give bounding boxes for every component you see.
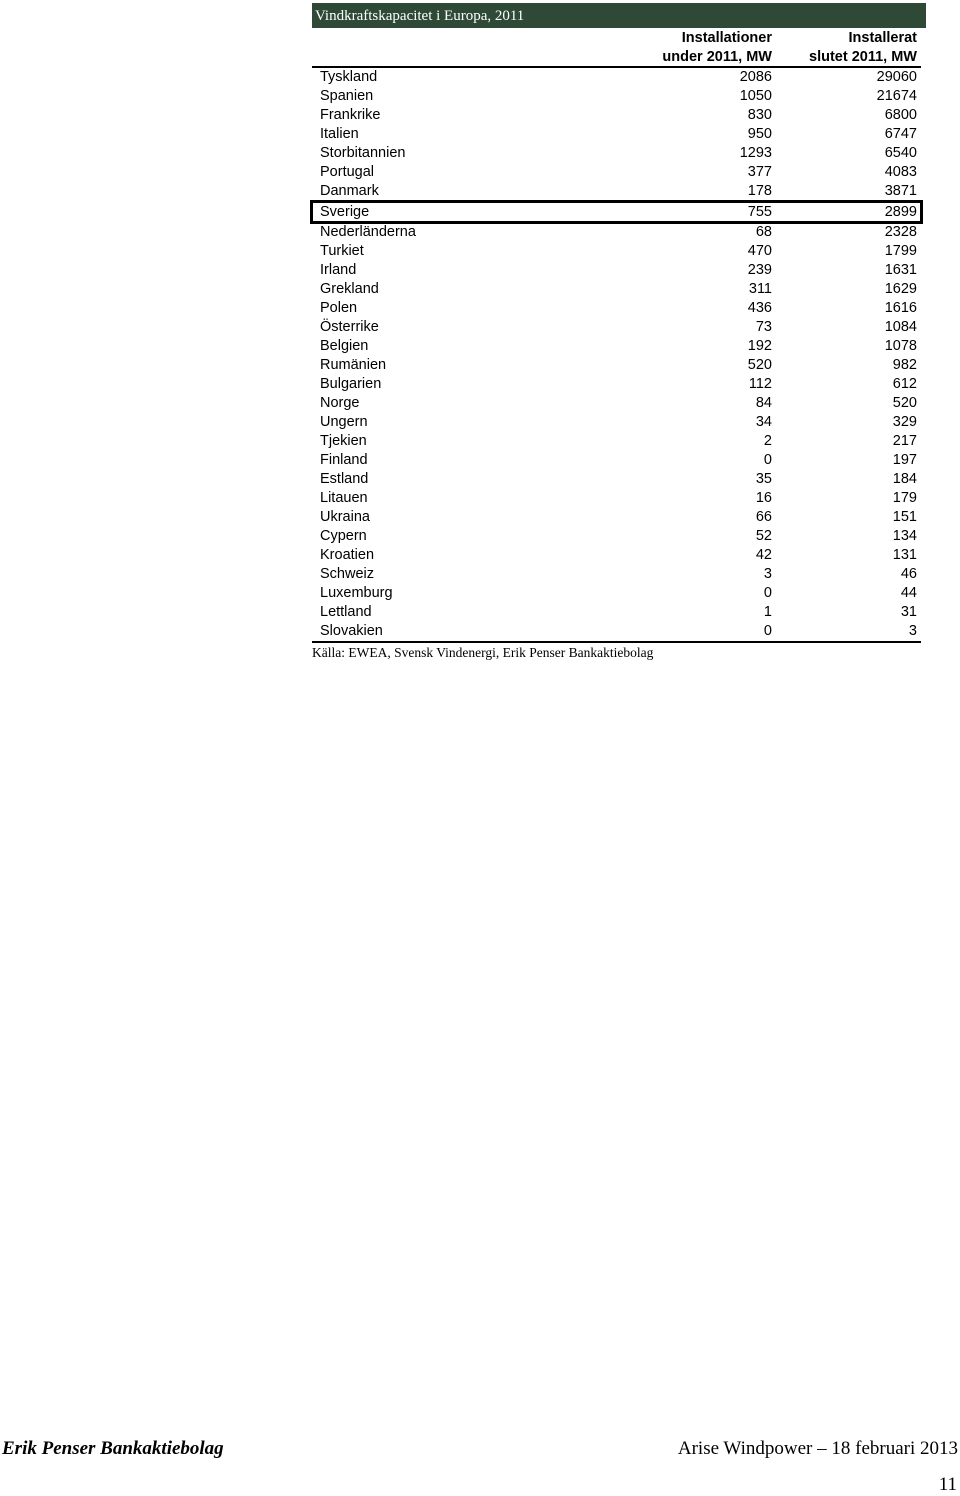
footer-report: Arise Windpower – 18 februari 2013 xyxy=(677,1438,958,1459)
installed-2011-cell: 1050 xyxy=(739,88,772,104)
installed-2011-cell: 0 xyxy=(763,623,772,639)
country-cell: Nederländerna xyxy=(320,224,416,240)
installed-2011-cell: 16 xyxy=(755,490,772,506)
table-row xyxy=(312,413,921,432)
total-2011-cell: 197 xyxy=(892,452,917,468)
installed-2011-cell: 68 xyxy=(755,224,772,240)
country-cell: Belgien xyxy=(320,338,369,354)
footer-company: Erik Penser Bankaktiebolag xyxy=(2,1438,224,1459)
country-cell: Bulgarien xyxy=(320,376,382,392)
table-row xyxy=(312,106,921,125)
installed-2011-cell: 436 xyxy=(747,300,772,316)
installed-2011-cell: 112 xyxy=(748,376,772,392)
table-row xyxy=(312,508,921,527)
country-cell: Lettland xyxy=(320,604,372,620)
total-2011-cell: 179 xyxy=(892,490,917,506)
total-2011-cell: 1084 xyxy=(884,319,917,335)
installed-2011-cell: 42 xyxy=(755,547,772,563)
country-cell: Irland xyxy=(320,262,357,278)
total-2011-cell: 982 xyxy=(892,357,917,373)
total-2011-cell: 46 xyxy=(900,566,917,582)
table-row xyxy=(312,87,921,106)
country-cell: Storbitannien xyxy=(320,145,406,161)
country-cell: Finland xyxy=(320,452,368,468)
installed-2011-cell: 377 xyxy=(747,164,772,180)
wind-capacity-table xyxy=(312,3,926,661)
country-cell: Ukraina xyxy=(320,509,370,525)
table-row xyxy=(312,603,921,622)
table-row xyxy=(312,565,921,584)
total-2011-cell: 520 xyxy=(892,395,917,411)
total-2011-cell: 1629 xyxy=(884,281,917,297)
country-cell: Turkiet xyxy=(320,243,364,259)
total-2011-cell: 1631 xyxy=(884,262,917,278)
table-header xyxy=(312,28,921,68)
table-row xyxy=(312,163,921,182)
country-cell: Slovakien xyxy=(320,623,383,639)
table-row xyxy=(312,622,921,641)
table-row xyxy=(312,546,921,565)
installed-2011-cell: 1 xyxy=(763,604,772,620)
country-cell: Tyskland xyxy=(320,69,378,85)
installed-2011-cell: 34 xyxy=(755,414,772,430)
country-cell: Rumänien xyxy=(320,357,387,373)
table-bottom-rule xyxy=(312,641,921,643)
page-number: 11 xyxy=(938,1474,957,1495)
table-row xyxy=(312,223,921,242)
installed-2011-cell: 0 xyxy=(763,452,772,468)
table-title: Vindkraftskapacitet i Europa, 2011 xyxy=(312,3,926,28)
country-cell: Frankrike xyxy=(320,107,381,123)
table-row xyxy=(312,280,921,299)
total-2011-cell: 6800 xyxy=(884,107,917,123)
country-cell: Estland xyxy=(320,471,369,487)
country-cell: Schweiz xyxy=(320,566,374,582)
installed-2011-cell: 35 xyxy=(755,471,772,487)
total-2011-cell: 2899 xyxy=(884,204,917,220)
total-2011-cell: 44 xyxy=(900,585,917,601)
country-cell: Österrike xyxy=(320,319,379,335)
table-row xyxy=(312,144,921,163)
col-installations-header: Installationer under 2011, MW xyxy=(662,30,772,65)
total-2011-cell: 4083 xyxy=(884,164,917,180)
table-row xyxy=(312,68,921,87)
table-row xyxy=(312,182,921,201)
table-row xyxy=(312,242,921,261)
total-2011-cell: 31 xyxy=(900,604,917,620)
table-row xyxy=(312,489,921,508)
country-cell: Tjekien xyxy=(320,433,367,449)
total-2011-cell: 3871 xyxy=(884,183,917,199)
country-cell: Italien xyxy=(320,126,359,142)
installed-2011-cell: 178 xyxy=(747,183,772,199)
table-body xyxy=(312,68,921,641)
total-2011-cell: 3 xyxy=(908,623,917,639)
total-2011-cell: 21674 xyxy=(876,88,917,104)
table-row xyxy=(312,394,921,413)
table-row xyxy=(312,356,921,375)
country-cell: Spanien xyxy=(320,88,374,104)
installed-2011-cell: 52 xyxy=(755,528,772,544)
total-2011-cell: 1616 xyxy=(884,300,917,316)
table-row xyxy=(312,451,921,470)
installed-2011-cell: 3 xyxy=(763,566,772,582)
country-cell: Danmark xyxy=(320,183,379,199)
table-row xyxy=(312,527,921,546)
total-2011-cell: 29060 xyxy=(876,69,917,85)
total-2011-cell: 2328 xyxy=(884,224,917,240)
country-cell: Luxemburg xyxy=(320,585,393,601)
installed-2011-cell: 830 xyxy=(747,107,772,123)
country-cell: Litauen xyxy=(320,490,368,506)
table-row xyxy=(312,202,921,222)
installed-2011-cell: 239 xyxy=(747,262,772,278)
country-cell: Kroatien xyxy=(320,547,375,563)
total-2011-cell: 6747 xyxy=(884,126,917,142)
installed-2011-cell: 1293 xyxy=(739,145,772,161)
total-2011-cell: 151 xyxy=(892,509,917,525)
table-row xyxy=(312,125,921,144)
col-installed-header: Installerat slutet 2011, MW xyxy=(809,30,917,65)
table-row xyxy=(312,584,921,603)
installed-2011-cell: 755 xyxy=(747,204,772,220)
installed-2011-cell: 192 xyxy=(747,338,772,354)
total-2011-cell: 134 xyxy=(892,528,917,544)
table-row xyxy=(312,432,921,451)
country-cell: Sverige xyxy=(320,204,370,220)
country-cell: Portugal xyxy=(320,164,375,180)
total-2011-cell: 131 xyxy=(892,547,917,563)
installed-2011-cell: 73 xyxy=(755,319,772,335)
country-cell: Polen xyxy=(320,300,358,316)
table-row xyxy=(312,318,921,337)
country-cell: Ungern xyxy=(320,414,368,430)
total-2011-cell: 184 xyxy=(892,471,917,487)
total-2011-cell: 329 xyxy=(892,414,917,430)
total-2011-cell: 1799 xyxy=(884,243,917,259)
country-cell: Cypern xyxy=(320,528,367,544)
installed-2011-cell: 520 xyxy=(747,357,772,373)
installed-2011-cell: 470 xyxy=(747,243,772,259)
table-row xyxy=(312,299,921,318)
installed-2011-cell: 950 xyxy=(747,126,772,142)
table-source: Källa: EWEA, Svensk Vindenergi, Erik Penser Bankaktiebolag xyxy=(312,645,654,660)
table-row xyxy=(312,375,921,394)
installed-2011-cell: 0 xyxy=(763,585,772,601)
installed-2011-cell: 84 xyxy=(755,395,772,411)
table-row xyxy=(312,470,921,489)
installed-2011-cell: 311 xyxy=(748,281,772,297)
total-2011-cell: 217 xyxy=(892,433,917,449)
installed-2011-cell: 2 xyxy=(763,433,772,449)
country-cell: Grekland xyxy=(320,281,379,297)
country-cell: Norge xyxy=(320,395,360,411)
total-2011-cell: 612 xyxy=(892,376,917,392)
total-2011-cell: 6540 xyxy=(884,145,917,161)
table-row xyxy=(312,337,921,356)
installed-2011-cell: 2086 xyxy=(739,69,772,85)
total-2011-cell: 1078 xyxy=(884,338,917,354)
table-row xyxy=(312,261,921,280)
installed-2011-cell: 66 xyxy=(755,509,772,525)
